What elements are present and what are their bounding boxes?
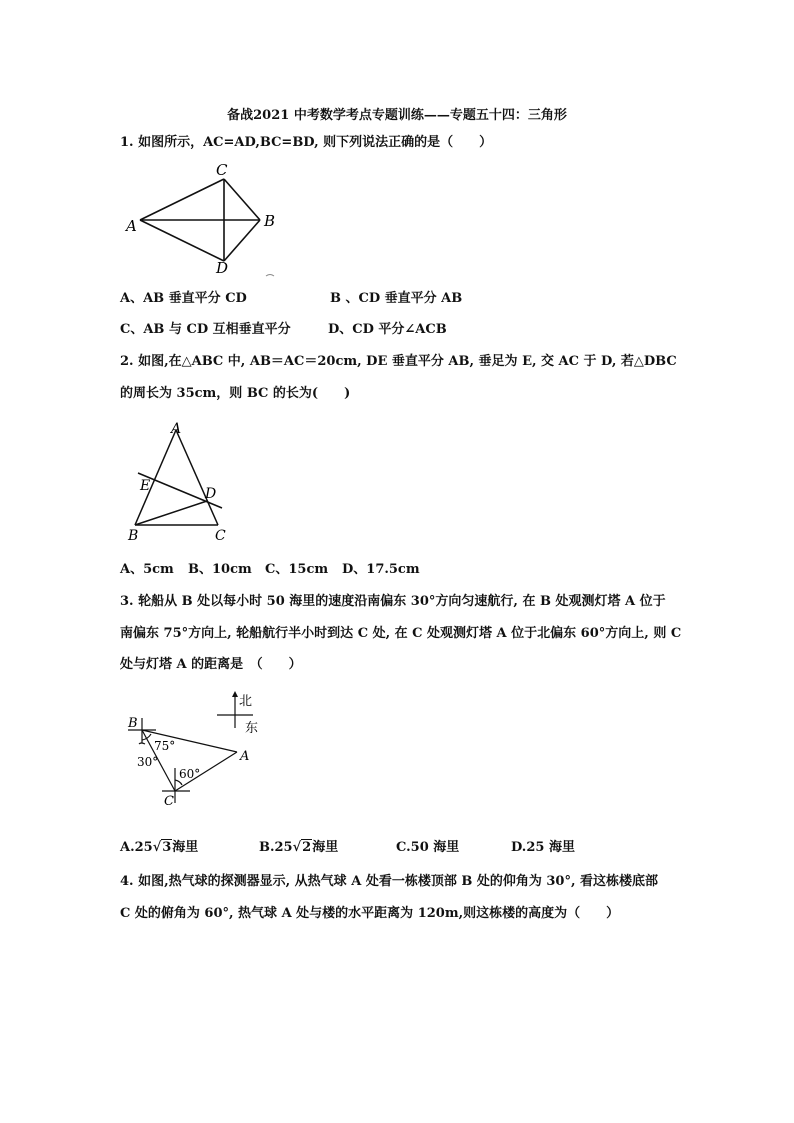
q2-line-BD — [135, 501, 207, 525]
north-arrow-icon — [232, 691, 238, 697]
q3-option-c: C.50 海里 — [396, 840, 460, 855]
q1-label-B: B — [264, 212, 276, 230]
q1-figure — [120, 158, 290, 280]
q3-option-d: D.25 海里 — [511, 840, 575, 855]
q1-option-c: C、AB 与 CD 互相垂直平分 — [120, 322, 291, 337]
q3-option-b: B.25√2海里 — [259, 840, 339, 855]
q3-stem-line3: 处与灯塔 A 的距离是 （ ） — [120, 657, 302, 672]
q4-stem-line2: C 处的俯角为 60°, 热气球 A 处与楼的水平距离为 120m,则这栋楼的高度为（ ） — [120, 906, 620, 921]
q3-stem-line2: 南偏东 75°方向上, 轮船航行半小时到达 C 处, 在 C 处观测灯塔 A 位于北偏东 60°方向上, 则 C — [120, 626, 682, 641]
q3-label-30: 30° — [137, 755, 159, 769]
q2-label-C: C — [215, 528, 226, 544]
q3-label-east: 东 — [245, 721, 259, 736]
page-title: 备战2021 中考数学考点专题训练——专题五十四：三角形 — [227, 108, 567, 123]
q1-label-A: A — [126, 217, 137, 235]
q4-stem-line1: 4. 如图,热气球的探测器显示, 从热气球 A 处看一栋楼顶部 B 处的仰角为 30°, 看这栋楼底部 — [120, 874, 659, 889]
q2-label-D: D — [205, 486, 217, 502]
q2-option-a: A、5cm — [120, 562, 174, 577]
q3-label-C: C — [164, 794, 174, 809]
q2-figure — [120, 418, 240, 548]
q2-option-c: C、15cm — [265, 562, 329, 577]
q1-line-BD — [224, 220, 260, 261]
q3-option-a: A.25√3海里 — [120, 840, 199, 855]
q1-stem: 1. 如图所示，AC=AD,BC=BD, 则下列说法正确的是（ ） — [120, 135, 493, 150]
q1-line-DA — [140, 220, 224, 261]
q3-label-north: 北 — [239, 694, 253, 709]
q3-label-B: B — [128, 716, 138, 731]
q3-stem-line1: 3. 轮船从 B 处以每小时 50 海里的速度沿南偏东 30°方向匀速航行, 在 B 处观测灯塔 A 位于 — [120, 594, 666, 609]
q3-label-60: 60° — [179, 767, 201, 781]
q3-label-A: A — [240, 749, 250, 764]
q1-option-a: A、AB 垂直平分 CD — [120, 291, 247, 306]
q1-line-AC — [140, 179, 224, 220]
q3-figure — [120, 688, 280, 813]
q2-line-AC — [176, 430, 218, 525]
q2-label-B: B — [128, 528, 139, 544]
q2-option-b: B、10cm — [188, 562, 252, 577]
q1-label-C: C — [216, 161, 228, 179]
q1-option-d: D、CD 平分∠ACB — [328, 322, 447, 337]
q3-label-75: 75° — [154, 739, 176, 753]
q1-label-D: D — [216, 259, 229, 277]
q2-stem-line2: 的周长为 35cm，则 BC 的长为( ) — [120, 386, 351, 401]
q1-option-b: B 、CD 垂直平分 AB — [330, 291, 463, 306]
q1-line-CB — [224, 179, 260, 220]
q2-label-E: E — [140, 478, 151, 494]
q2-stem-line1: 2. 如图,在△ABC 中, AB＝AC＝20cm, DE 垂直平分 AB, 垂足为 E, 交 AC 于 D, 若△DBC — [120, 354, 677, 369]
q2-option-d: D、17.5cm — [342, 562, 420, 577]
q2-label-A: A — [171, 421, 182, 437]
